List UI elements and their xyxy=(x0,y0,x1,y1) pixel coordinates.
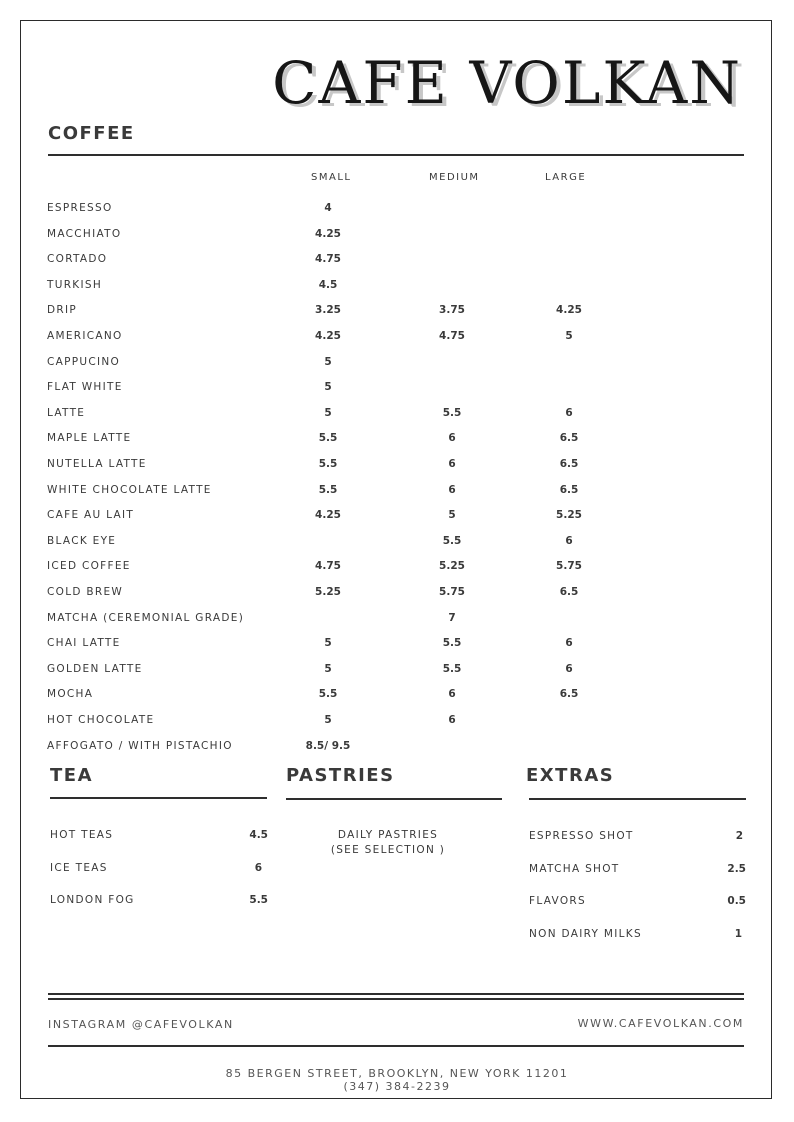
coffee-row xyxy=(0,304,794,324)
coffee-price-large: 4.25 xyxy=(556,304,582,316)
tea-item-name: LONDON FOG xyxy=(50,894,135,906)
coffee-row xyxy=(0,202,794,222)
footer-rule-top xyxy=(48,993,744,995)
coffee-price-small: 5 xyxy=(324,663,332,675)
pastries-divider xyxy=(286,798,502,800)
coffee-price-small: 5.5 xyxy=(318,458,338,470)
coffee-item-name: CAPPUCINO xyxy=(47,356,121,368)
coffee-row xyxy=(0,279,794,299)
pastries-line-2: (SEE SELECTION ) xyxy=(330,844,446,856)
coffee-row xyxy=(0,612,794,632)
coffee-item-name: COLD BREW xyxy=(47,586,124,598)
coffee-price-large: 6 xyxy=(565,637,573,649)
column-header-large: LARGE xyxy=(545,172,587,183)
coffee-price-large: 6 xyxy=(565,407,573,419)
pastries-line-1: DAILY PASTRIES xyxy=(337,829,439,841)
coffee-item-name: AMERICANO xyxy=(47,330,123,342)
coffee-price-small: 5.25 xyxy=(315,586,341,598)
coffee-item-name: CORTADO xyxy=(47,253,108,265)
phone-number: (347) 384-2239 xyxy=(343,1080,451,1093)
coffee-row xyxy=(0,740,794,760)
column-header-medium: MEDIUM xyxy=(429,172,480,183)
coffee-item-name: HOT CHOCOLATE xyxy=(47,714,155,726)
coffee-price-medium: 5 xyxy=(448,509,456,521)
extras-item-price: 2 xyxy=(735,830,743,842)
coffee-price-small: 5 xyxy=(324,407,332,419)
coffee-price-small: 5 xyxy=(324,637,332,649)
coffee-item-name: MAPLE LATTE xyxy=(47,432,132,444)
tea-item-price: 5.5 xyxy=(249,894,268,906)
tea-divider xyxy=(50,797,267,799)
coffee-item-name: CAFE AU LAIT xyxy=(47,509,135,521)
coffee-item-name: DRIP xyxy=(47,304,78,316)
coffee-price-small: 4.5 xyxy=(318,279,338,291)
coffee-row xyxy=(0,509,794,529)
footer-rule-bottom xyxy=(48,1045,744,1047)
coffee-price-large: 6.5 xyxy=(559,586,579,598)
coffee-section-title: COFFEE xyxy=(48,123,135,144)
coffee-item-name: MACCHIATO xyxy=(47,228,122,240)
coffee-divider xyxy=(48,154,744,156)
pastries-section-title: PASTRIES xyxy=(286,765,395,786)
coffee-price-medium: 6 xyxy=(448,484,456,496)
coffee-price-small: 4 xyxy=(324,202,332,214)
coffee-price-medium: 6 xyxy=(448,432,456,444)
coffee-price-large: 5 xyxy=(565,330,573,342)
coffee-row xyxy=(0,535,794,555)
coffee-price-small: 5.5 xyxy=(318,484,338,496)
coffee-item-name: CHAI LATTE xyxy=(47,637,121,649)
coffee-row xyxy=(0,484,794,504)
coffee-price-large: 6.5 xyxy=(559,484,579,496)
coffee-item-name: TURKISH xyxy=(47,279,103,291)
coffee-price-small: 5 xyxy=(324,356,332,368)
coffee-price-medium: 6 xyxy=(448,714,456,726)
coffee-price-medium: 5.5 xyxy=(442,407,462,419)
extras-item-name: FLAVORS xyxy=(529,895,586,907)
tea-item-price: 4.5 xyxy=(249,829,268,841)
extras-item-price: 1 xyxy=(734,928,742,940)
coffee-price-small: 4.25 xyxy=(315,509,341,521)
coffee-row xyxy=(0,228,794,248)
coffee-row xyxy=(0,381,794,401)
coffee-item-name: MOCHA xyxy=(47,688,94,700)
footer-rule-top-double xyxy=(48,998,744,1000)
coffee-row xyxy=(0,458,794,478)
coffee-row xyxy=(0,253,794,273)
coffee-row xyxy=(0,330,794,350)
coffee-item-name: FLAT WHITE xyxy=(47,381,123,393)
coffee-row xyxy=(0,560,794,580)
coffee-price-medium: 6 xyxy=(448,688,456,700)
coffee-item-name: ESPRESSO xyxy=(47,202,113,214)
tea-item-price: 6 xyxy=(254,862,262,874)
coffee-price-small: 8.5/ 9.5 xyxy=(305,740,351,752)
coffee-price-large: 6.5 xyxy=(559,458,579,470)
extras-item-name: NON DAIRY MILKS xyxy=(529,928,642,940)
coffee-row xyxy=(0,586,794,606)
coffee-item-name: NUTELLA LATTE xyxy=(47,458,147,470)
coffee-price-small: 5.5 xyxy=(318,432,338,444)
tea-item-name: HOT TEAS xyxy=(50,829,114,841)
coffee-price-medium: 7 xyxy=(448,612,456,624)
coffee-price-large: 6.5 xyxy=(559,432,579,444)
extras-item-price: 2.5 xyxy=(727,863,746,875)
coffee-price-small: 3.25 xyxy=(315,304,341,316)
tea-section-title: TEA xyxy=(50,765,94,786)
coffee-item-name: WHITE CHOCOLATE LATTE xyxy=(47,484,212,496)
coffee-row xyxy=(0,714,794,734)
coffee-price-medium: 5.75 xyxy=(439,586,465,598)
coffee-price-small: 4.75 xyxy=(315,560,341,572)
coffee-price-large: 6.5 xyxy=(559,688,579,700)
coffee-item-name: ICED COFFEE xyxy=(47,560,131,572)
coffee-price-medium: 5.25 xyxy=(439,560,465,572)
coffee-price-medium: 5.5 xyxy=(442,663,462,675)
coffee-item-name: BLACK EYE xyxy=(47,535,117,547)
extras-divider xyxy=(529,798,746,800)
coffee-price-large: 6 xyxy=(565,535,573,547)
coffee-item-name: MATCHA (CEREMONIAL GRADE) xyxy=(47,612,245,624)
column-header-small: SMALL xyxy=(311,172,352,183)
coffee-price-medium: 5.5 xyxy=(442,535,462,547)
coffee-item-name: LATTE xyxy=(47,407,86,419)
coffee-price-small: 4.75 xyxy=(315,253,341,265)
cafe-name-logo: CAFE VOLKAN xyxy=(272,49,742,117)
coffee-row xyxy=(0,637,794,657)
coffee-row xyxy=(0,663,794,683)
coffee-price-small: 5 xyxy=(324,381,332,393)
coffee-price-small: 5.5 xyxy=(318,688,338,700)
website-url: WWW.CAFEVOLKAN.COM xyxy=(577,1017,744,1030)
coffee-row xyxy=(0,356,794,376)
instagram-handle: INSTAGRAM @CAFEVOLKAN xyxy=(48,1018,234,1031)
coffee-price-medium: 6 xyxy=(448,458,456,470)
coffee-price-large: 5.25 xyxy=(556,509,582,521)
coffee-price-medium: 4.75 xyxy=(439,330,465,342)
coffee-price-small: 5 xyxy=(324,714,332,726)
coffee-item-name: AFFOGATO / WITH PISTACHIO xyxy=(47,740,233,752)
coffee-row xyxy=(0,407,794,427)
extras-item-name: MATCHA SHOT xyxy=(529,863,620,875)
coffee-price-large: 6 xyxy=(565,663,573,675)
coffee-price-small: 4.25 xyxy=(315,228,341,240)
coffee-price-large: 5.75 xyxy=(556,560,582,572)
coffee-item-name: GOLDEN LATTE xyxy=(47,663,143,675)
extras-section-title: EXTRAS xyxy=(526,765,615,786)
extras-item-price: 0.5 xyxy=(727,895,746,907)
extras-item-name: ESPRESSO SHOT xyxy=(529,830,634,842)
coffee-row xyxy=(0,688,794,708)
coffee-price-small: 4.25 xyxy=(315,330,341,342)
tea-item-name: ICE TEAS xyxy=(50,862,108,874)
street-address: 85 BERGEN STREET, BROOKLYN, NEW YORK 11201 xyxy=(225,1067,569,1080)
coffee-price-medium: 3.75 xyxy=(439,304,465,316)
coffee-price-medium: 5.5 xyxy=(442,637,462,649)
daily-pastries-note xyxy=(300,828,476,858)
coffee-row xyxy=(0,432,794,452)
